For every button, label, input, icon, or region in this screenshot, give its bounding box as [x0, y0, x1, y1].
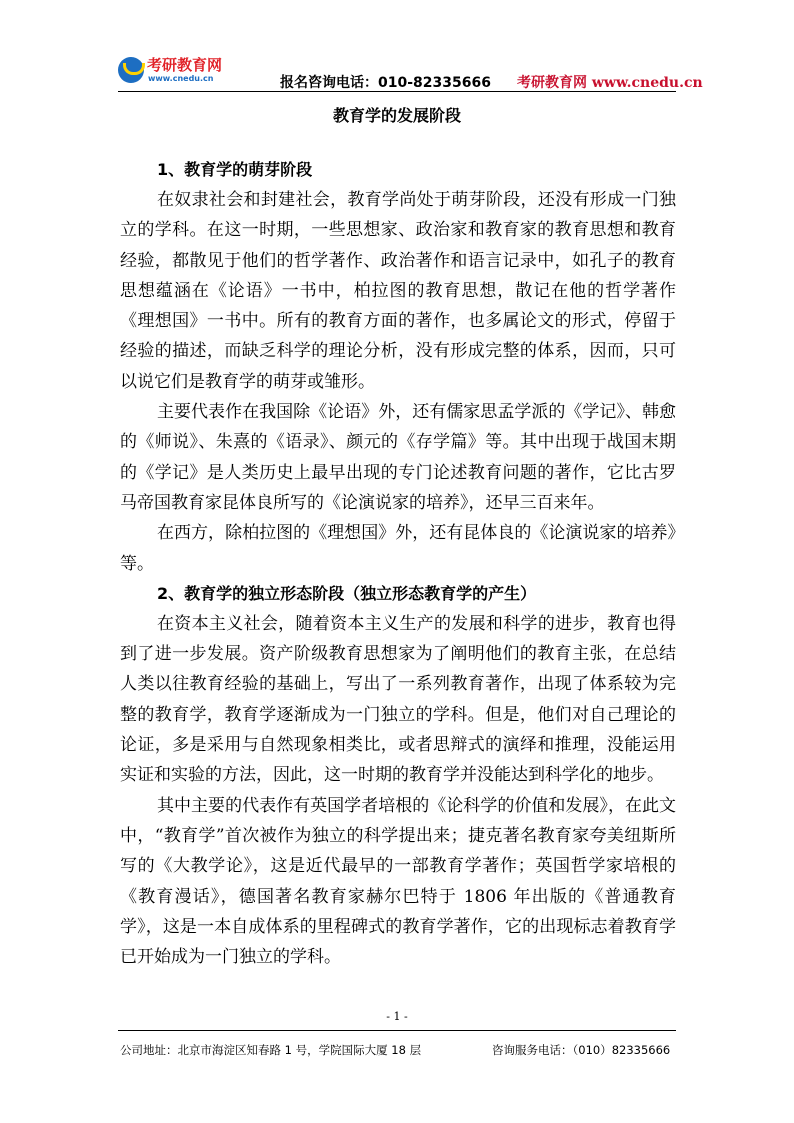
paragraph: 在奴隶社会和封建社会，教育学尚处于萌芽阶段，还没有形成一门独立的学科。在这一时期，一些思想家、政治家和教育家的教育思想和教育经验，都散见于他们的哲学著作、政治著作和语言记录中，如孔子的教育思想蕴涵在《论语》一书中，柏拉图的教育思想，散记在他的哲学著作《理想国》一书中。所有的教育方面的著作，也多属论文的形式，停留于经验的描述，而缺乏科学的理论分析，没有形成完整的体系，因而，只可以说它们是教育学的萌芽或雏形。 — [120, 190, 676, 392]
logo-title: 考研教育网 — [147, 56, 223, 74]
footer-address: 公司地址：北京市海淀区知春路 1 号，学院国际大厦 18 层 — [120, 1043, 422, 1057]
section-heading: 2、教育学的独立形态阶段（独立形态教育学的产生） — [157, 583, 537, 603]
header-divider — [118, 91, 676, 92]
footer-divider — [118, 1030, 676, 1031]
header-site-link[interactable]: 考研教育网 www.cnedu.cn — [517, 75, 703, 91]
paragraph: 在资本主义社会，随着资本主义生产的发展和科学的进步，教育也得到了进一步发展。资产阶级教育思想家为了阐明他们的教育主张，在总结人类以往教育经验的基础上，写出了一系列教育著作，出现了体系较为完整的教育学，教育学逐渐成为一门独立的学科。但是，他们对自己理论的论证，多是采用与自然现象相类比，或者思辩式的演绎和推理，没能运用实证和实验的方法，因此，这一时期的教育学并没能达到科学化的地步。 — [120, 613, 676, 786]
logo — [118, 54, 238, 94]
header-phone: 报名咨询电话：010-82335666 — [280, 75, 491, 91]
paragraph: 在西方，除柏拉图的《理想国》外，还有昆体良的《论演说家的培养》等。 — [120, 523, 676, 574]
paragraph: 其中主要的代表作有英国学者培根的《论科学的价值和发展》，在此文中，“教育学”首次被作为独立的科学提出来；捷克著名教育家夸美纽斯所写的《大教学论》，这是近代最早的一部教育学著作；英国哲学家培根的《教育漫话》，德国著名教育家赫尔巴特于 1806 年出版的《普通教育学》，这是一本自成体系的里程碑式的教育学著作，它的出现标志着教育学已开始成为一门独立的学科。 — [120, 795, 676, 968]
document-body — [120, 155, 676, 972]
logo-url: www.cnedu.cn — [148, 74, 214, 83]
section-heading: 1、教育学的萌芽阶段 — [157, 160, 313, 179]
page-number: - 1 - — [386, 1010, 408, 1023]
footer-service-phone: 咨询服务电话：（010）82335666 — [492, 1043, 671, 1057]
document-title: 教育学的发展阶段 — [332, 106, 461, 125]
logo-emblem-icon — [118, 57, 144, 83]
paragraph: 主要代表作在我国除《论语》外，还有儒家思孟学派的《学记》、韩愈的《师说》、朱熹的《语录》、颜元的《存学篇》等。其中出现于战国末期的《学记》是人类历史上最早出现的专门论述教育问题的著作，它比古罗马帝国教育家昆体良所写的《论演说家的培养》，还早三百来年。 — [120, 402, 676, 513]
